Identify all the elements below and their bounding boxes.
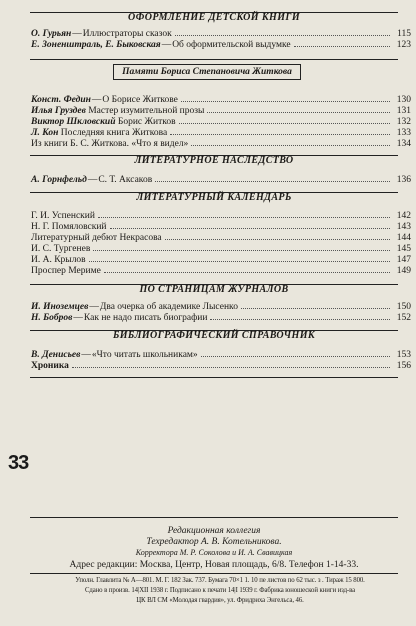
imprint-rule: [30, 573, 398, 574]
dot-leader: [201, 355, 390, 357]
entry-title: Последняя книга Житкова: [60, 128, 168, 138]
print-details-line: Сдано в произв. 14|XII 1938 г. Подписано к печати 14|I 1939 г. Фабрика юношеской книги изд-ва: [84, 587, 356, 594]
dot-leader: [181, 100, 390, 102]
toc-entry: [31, 313, 411, 324]
entry-title: Проспер Мериме: [31, 266, 101, 276]
toc-entry: [31, 29, 411, 40]
entry-author: В. Денисьев: [31, 350, 81, 360]
entry-page: 152: [396, 313, 411, 323]
print-details-line: ЦК ВЛ СМ «Молодая гвардия», ул. Фридриха Энгельса, 46.: [136, 597, 304, 604]
entry-title: Борис Житков: [117, 117, 176, 127]
entry-dash: —: [91, 95, 102, 105]
entry-author: Виктор Шкловский: [31, 117, 116, 127]
entry-page: 156: [396, 361, 411, 371]
entry-title: Мастер изумительной прозы: [88, 106, 205, 116]
entry-page: 143: [396, 222, 411, 232]
dot-leader: [110, 227, 390, 229]
correctors: Корректора М. Р. Соколова и И. А. Свавицкая: [135, 548, 293, 557]
dot-leader: [170, 133, 390, 135]
entry-dash: —: [81, 350, 91, 360]
entry-author: Е. Зоненштраль, Е. Быковская: [31, 40, 161, 50]
section-heading-design: ОФОРМЛЕНИЕ ДЕТСКОЙ КНИГИ: [127, 12, 301, 23]
entry-title: Хроника: [31, 361, 69, 371]
entry-author: Л. Кон: [31, 128, 59, 138]
entry-page: 150: [396, 302, 411, 312]
dot-leader: [294, 45, 390, 47]
entry-title: С. Т. Аксаков: [98, 175, 153, 185]
toc-entry: [31, 222, 411, 233]
editorial-board: Редакционная коллегия: [167, 526, 261, 536]
entry-title: И. А. Крылов: [31, 255, 86, 265]
entry-dash: —: [73, 313, 83, 323]
entry-page: 153: [396, 350, 411, 360]
dot-leader: [191, 144, 390, 146]
toc-entry: [31, 255, 411, 266]
section-rule: [30, 377, 398, 378]
section-heading-journals: ПО СТРАНИЦАМ ЖУРНАЛОВ: [139, 284, 289, 295]
page-number-stamp: 33: [8, 452, 29, 474]
entry-page: 136: [396, 175, 411, 185]
dot-leader: [241, 307, 390, 309]
entry-title: Иллюстраторы сказок: [82, 29, 172, 39]
toc-entry: [31, 117, 411, 128]
dot-leader: [175, 34, 390, 36]
toc-entry: [31, 175, 411, 186]
entry-page: 123: [396, 40, 411, 50]
toc-entry: [31, 106, 411, 117]
entry-title: О Борисе Житкове: [102, 95, 178, 105]
entry-page: 132: [396, 117, 411, 127]
entry-dash: —: [89, 302, 99, 312]
section-heading-zhitkov: Памяти Бориса Степановича Житкова: [113, 64, 301, 80]
entry-title: «Что читать школьникам»: [91, 350, 198, 360]
section-heading-bibliography: БИБЛИОГРАФИЧЕСКИЙ СПРАВОЧНИК: [112, 330, 316, 341]
toc-entry: [31, 211, 411, 222]
entry-author: О. Гурьян: [31, 29, 72, 39]
editorial-address: Адрес редакции: Москва, Центр, Новая площадь, 6/8. Телефон 1-14-33.: [69, 560, 359, 570]
entry-title: Из книги Б. С. Житкова. «Что я видел»: [31, 139, 189, 149]
toc-entry: [31, 361, 411, 372]
print-details-line: Уполн. Главлита № А—801. М. Г. 182 Зак. 737. Бумага 70×1 1. 10 пе листов по 62 тыс. з . Тираж 15 800.: [75, 577, 365, 584]
entry-page: 144: [396, 233, 411, 243]
toc-entry: [31, 244, 411, 255]
section-heading-heritage: ЛИТЕРАТУРНОЕ НАСЛЕДСТВО: [134, 155, 294, 166]
imprint-rule: [30, 517, 398, 518]
dot-leader: [89, 260, 390, 262]
entry-author: И. Иноземцев: [31, 302, 89, 312]
entry-page: 149: [396, 266, 411, 276]
entry-title: И. С. Тургенев: [31, 244, 91, 254]
section-heading-calendar: ЛИТЕРАТУРНЫЙ КАЛЕНДАРЬ: [136, 192, 292, 203]
toc-entry: [31, 40, 411, 51]
entry-dash: —: [161, 40, 172, 50]
entry-page: 145: [396, 244, 411, 254]
toc-entry: [31, 302, 411, 313]
dot-leader: [93, 249, 390, 251]
entry-title: Н. Г. Помяловский: [31, 222, 107, 232]
entry-author: Конст. Федин: [31, 95, 91, 105]
dot-leader: [179, 122, 390, 124]
toc-entry: [31, 350, 411, 361]
entry-page: 131: [396, 106, 411, 116]
entry-dash: —: [87, 175, 98, 185]
entry-title: Об оформительской выдумке: [172, 40, 291, 50]
toc-entry: [31, 95, 411, 106]
toc-entry: [31, 266, 411, 277]
entry-page: 133: [396, 128, 411, 138]
dot-leader: [72, 366, 390, 368]
entry-title: Как не надо писать биографии: [83, 313, 208, 323]
entry-page: 147: [396, 255, 411, 265]
entry-author: А. Горнфельд: [31, 175, 87, 185]
dot-leader: [207, 111, 390, 113]
dot-leader: [155, 180, 390, 182]
entry-dash: —: [72, 29, 82, 39]
entry-author: Н. Бобров: [31, 313, 73, 323]
dot-leader: [104, 271, 390, 273]
dot-leader: [210, 318, 390, 320]
toc-entry: [31, 128, 411, 139]
entry-title: Г. И. Успенский: [31, 211, 95, 221]
entry-page: 130: [396, 95, 411, 105]
tech-editor: Техредактор А. В. Котельникова.: [146, 537, 282, 547]
entry-page: 134: [396, 139, 411, 149]
entry-author: Илья Груздев: [31, 106, 86, 116]
toc-entry: [31, 233, 411, 244]
section-rule: [30, 59, 398, 60]
entry-title: Два очерка об академике Лысенко: [99, 302, 238, 312]
entry-title: Литературный дебют Некрасова: [31, 233, 162, 243]
entry-page: 115: [397, 29, 411, 39]
toc-entry: [31, 139, 411, 150]
entry-page: 142: [396, 211, 411, 221]
dot-leader: [98, 216, 390, 218]
dot-leader: [165, 238, 390, 240]
